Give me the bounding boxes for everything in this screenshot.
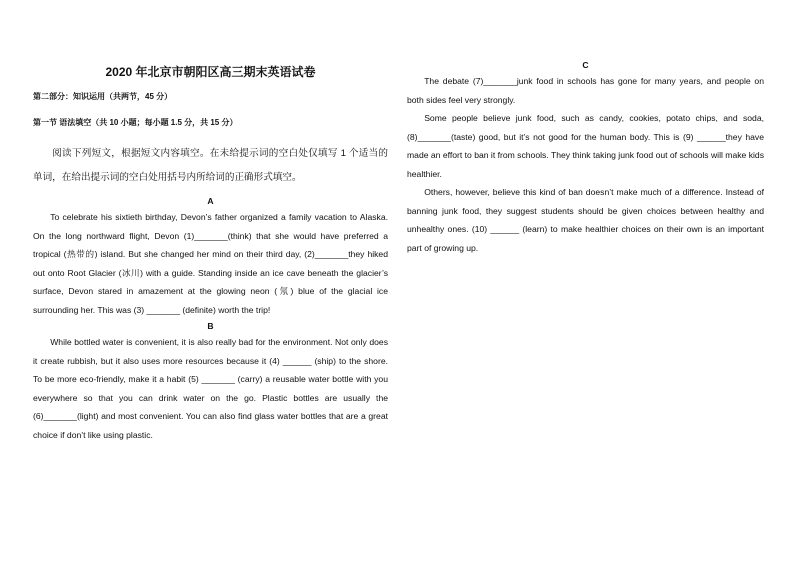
exam-title: 2020 年北京市朝阳区高三期末英语试卷 — [105, 65, 316, 79]
passage-c-label: C — [582, 60, 589, 70]
part-heading: 第二部分：知识运用（共两节，45 分） — [33, 92, 173, 101]
passage-c-paragraph-3: Others, however, believe this kind of ban doesn’t make much of a difference. Instead of banning junk food, they suggest students should be given choices between healthy and unhealthy ones. (10) ______ (learn) to make healthier choices on their own is an important part of growing up. — [407, 187, 764, 253]
section-heading: 第一节 语法填空（共 10 小题；每小题 1.5 分，共 15 分） — [33, 118, 238, 127]
passage-b-label: B — [207, 321, 214, 331]
right-column — [407, 58, 764, 257]
passage-a-label: A — [207, 196, 214, 206]
passage-c-paragraph-2: Some people believe junk food, such as candy, cookies, potato chips, and soda, (8)_______(taste) good, but it’s not good for the human body. This is (9) ______they have made an effort to ban it from schools. They think taking junk food out of schools will make kids healthier. — [407, 113, 764, 179]
passage-b-paragraph: While bottled water is convenient, it is also really bad for the environment. Not only does it create rubbish, but it also uses more resources because it (4) ______ (ship) to the shore. To be more eco-friendly, make it a habit (5) _______ (carry) a reusable water bottle with you everywhere so that you can drink water on the go. Plastic bottles are usually the (6)_______(light) and most convenient. You can also find glass water bottles that are a great choice if don’t like using plastic. — [33, 337, 388, 440]
passage-a-paragraph: To celebrate his sixtieth birthday, Devon’s father organized a family vacation to Alaska. On the long northward flight, Devon (1)_______(think) that she would have preferred a tropical (热带的) island. But she changed her mind on their third day, (2)_______they hiked out onto Root Glacier (冰川) with a guide. Standing inside an ice cave beneath the glacier’s surface, Devon stared in amazement at the glowing neon (氖) blue of the glacial ice surrounding her. This was (3) _______ (definite) worth the trip! — [33, 212, 388, 315]
left-column — [33, 60, 388, 444]
instructions: 阅读下列短文，根据短文内容填空。在未给提示词的空白处仅填写 1 个适当的单词，在给出提示词的空白处用括号内所给词的正确形式填空。 — [33, 148, 388, 183]
passage-c-paragraph-1: The debate (7)_______junk food in schools has gone for many years, and people on both sides feel very strongly. — [407, 76, 764, 105]
